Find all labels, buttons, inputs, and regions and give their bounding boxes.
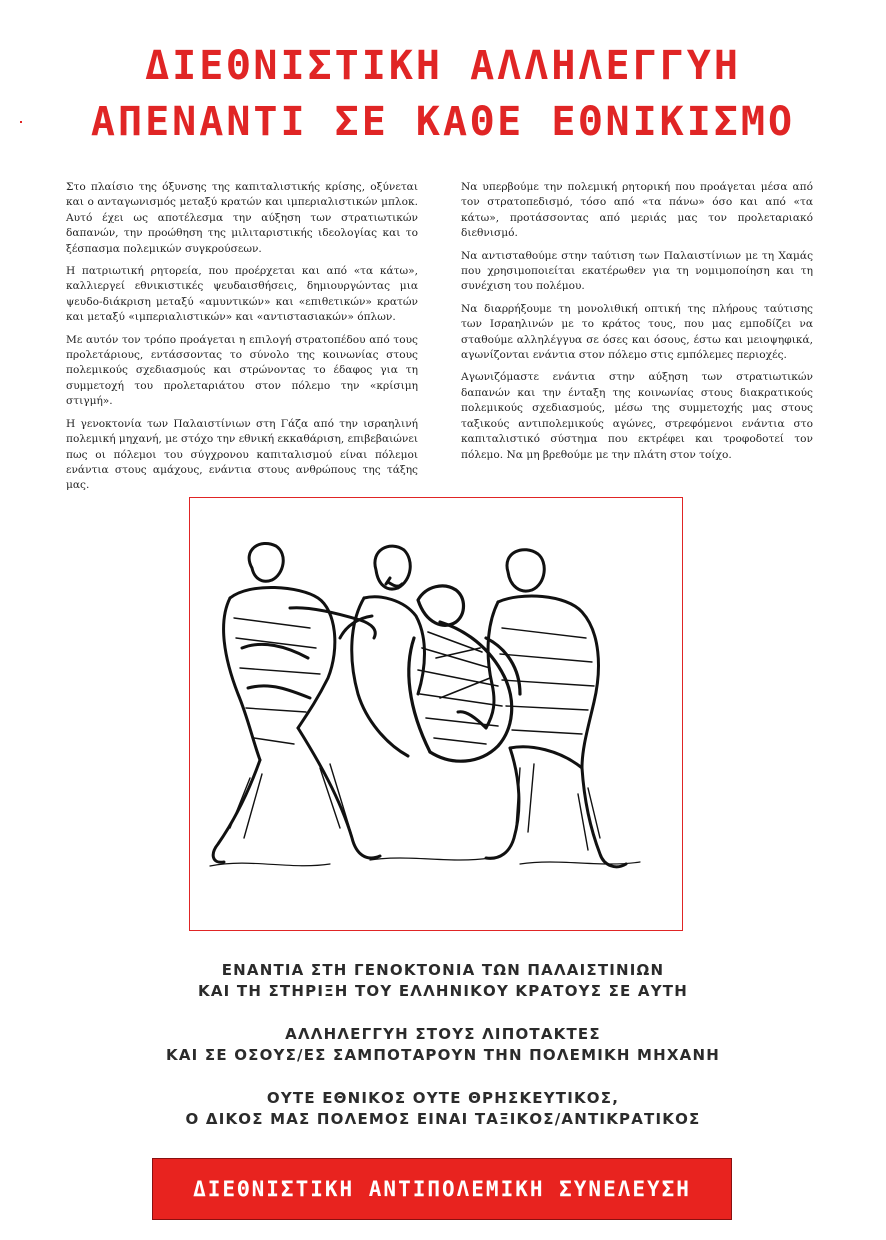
slogan-line: ΟΥΤΕ ΕΘΝΙΚΟΣ ΟΥΤΕ ΘΡΗΣΚΕΥΤΙΚΟΣ, (266, 1089, 620, 1107)
left-figure (213, 543, 380, 862)
text-column-right (461, 180, 813, 470)
slogan-line: ΚΑΙ ΣΕ ΟΣΟΥΣ/ΕΣ ΣΑΜΠΟΤΑΡΟΥΝ ΤΗΝ ΠΟΛΕΜΙΚΗ ΜΗΧΑΝΗ (166, 1046, 720, 1064)
assembly-banner (152, 1158, 732, 1220)
text-column-left (66, 180, 418, 501)
dark-figure (409, 586, 520, 761)
slogan-line: Ο ΔΙΚΟΣ ΜΑΣ ΠΟΛΕΜΟΣ ΕΙΝΑΙ ΤΑΞΙΚΟΣ/ΑΝΤΙΚΡΑΤΙΚΟΣ (185, 1110, 701, 1128)
slogans (0, 960, 886, 1152)
stray-mark (20, 121, 22, 123)
paragraph: Η πατριωτική ρητορεία, που προέρχεται και από «τα κάτω», καλλιεργεί εθνικιστικές ψευδαισθήσεις, δημιουργώντας μια ψευδο-διάκριση μεταξύ «αμυντικών» και «επιθετικών» κρατών και μεταξύ «ιμπεριαλιστικών» και «αντιστασιακών» όπλων. (66, 265, 418, 324)
paragraph: Με αυτόν τον τρόπο προάγεται η επιλογή στρατοπέδου από τους προλετάριους, εντάσσοντας το σύνολο της κοινωνίας στους πολεμικούς σχεδιασμούς και στρώνοντας το έδαφος για τη συμμετοχή του προλεταριάτου στον πόλεμο την «κρίσιμη στιγμή». (66, 333, 418, 408)
slogan-line: ΑΛΛΗΛΕΓΓΥΗ ΣΤΟΥΣ ΛΙΠΟΤΑΚΤΕΣ (285, 1025, 601, 1043)
paragraph: Αγωνιζόμαστε ενάντια στην αύξηση των στρατιωτικών δαπανών και την ένταξη της κοινωνίας στους διακρατικούς πολεμικούς σχεδιασμούς, μέσω της συμμετοχής μας στους ταξικούς αντιπολεμικούς αγώνες, στρεφόμενοι ενάντια στο καπιταλιστικό σύστημα που εκτρέφει και τροφοδοτεί τον πόλεμο. Να μη βρεθούμε με την πλάτη στον τοίχο. (461, 371, 813, 461)
poster-title (0, 38, 886, 150)
paragraph: Να αντισταθούμε στην ταύτιση των Παλαιστίνιων με τη Χαμάς που χρησιμοποιείται εκατέρωθεν για τη νομιμοποίηση και τη συνέχιση του πολέμου. (461, 249, 813, 293)
illustration-frame (189, 497, 683, 931)
title-line-1: ΔΙΕΘΝΙΣΤΙΚΗ ΑΛΛΗΛΕΓΓΥΗ (145, 43, 741, 89)
slogan-deserters (0, 1024, 886, 1066)
assembly-name: ΔΙΕΘΝΙΣΤΙΚΗ ΑΝΤΙΠΟΛΕΜΙΚΗ ΣΥΝΕΛΕΥΣΗ (193, 1177, 691, 1201)
title-line-2: ΑΠΕΝΑΝΤΙ ΣΕ ΚΑΘΕ ΕΘΝΙΚΙΣΜΟ (90, 99, 796, 145)
slogan-line: ΚΑΙ ΤΗ ΣΤΗΡΙΞΗ ΤΟΥ ΕΛΛΗΝΙΚΟΥ ΚΡΑΤΟΥΣ ΣΕ ΑΥΤΗ (198, 982, 688, 1000)
slogan-genocide (0, 960, 886, 1002)
ground-marks (210, 858, 640, 866)
fighting-figures-illustration (190, 498, 681, 929)
paragraph: Να διαρρήξουμε τη μονολιθική οπτική της πλήρους ταύτισης των Ισραηλινών με το κράτος τους, που μας εμποδίζει να σταθούμε αλληλέγγυα σε όσες και όσους, έστω και μειοψηφικά, αγωνίζονται ενάντια στον πόλεμο στις εμπόλεμες περιοχές. (461, 302, 813, 362)
slogan-class-war (0, 1088, 886, 1130)
paragraph: Η γενοκτονία των Παλαιστίνιων στη Γάζα από την ισραηλινή πολεμική μηχανή, με στόχο την εθνική εκκαθάριση, επιβεβαιώνει πως οι πόλεμοι του σύγχρονου καπιταλισμού είναι πόλεμοι ενάντια στους αμάχους, ενάντια στους ανθρώπους της τάξης μας. (66, 417, 418, 492)
slogan-line: ΕΝΑΝΤΙΑ ΣΤΗ ΓΕΝΟΚΤΟΝΙΑ ΤΩΝ ΠΑΛΑΙΣΤΙΝΙΩΝ (221, 961, 665, 979)
paragraph: Να υπερβούμε την πολεμική ρητορική που προάγεται μέσα από τον στρατοπεδισμό, τόσο από «τα πάνω» όσο και από «τα κάτω», προτάσσοντας από μεριάς μας τον προλεταριακό διεθνισμό. (461, 181, 813, 240)
paragraph: Στο πλαίσιο της όξυνσης της καπιταλιστικής κρίσης, οξύνεται και ο ανταγωνισμός μεταξύ κρατών και ιμπεριαλιστικών μπλοκ. Αυτό έχει ως αποτέλεσμα την αύξηση των στρατιωτικών δαπανών, την προώθηση της μιλιταριστικής ιδεολογίας και το ξέσπασμα πολεμικών συγκρούσεων. (66, 181, 418, 255)
